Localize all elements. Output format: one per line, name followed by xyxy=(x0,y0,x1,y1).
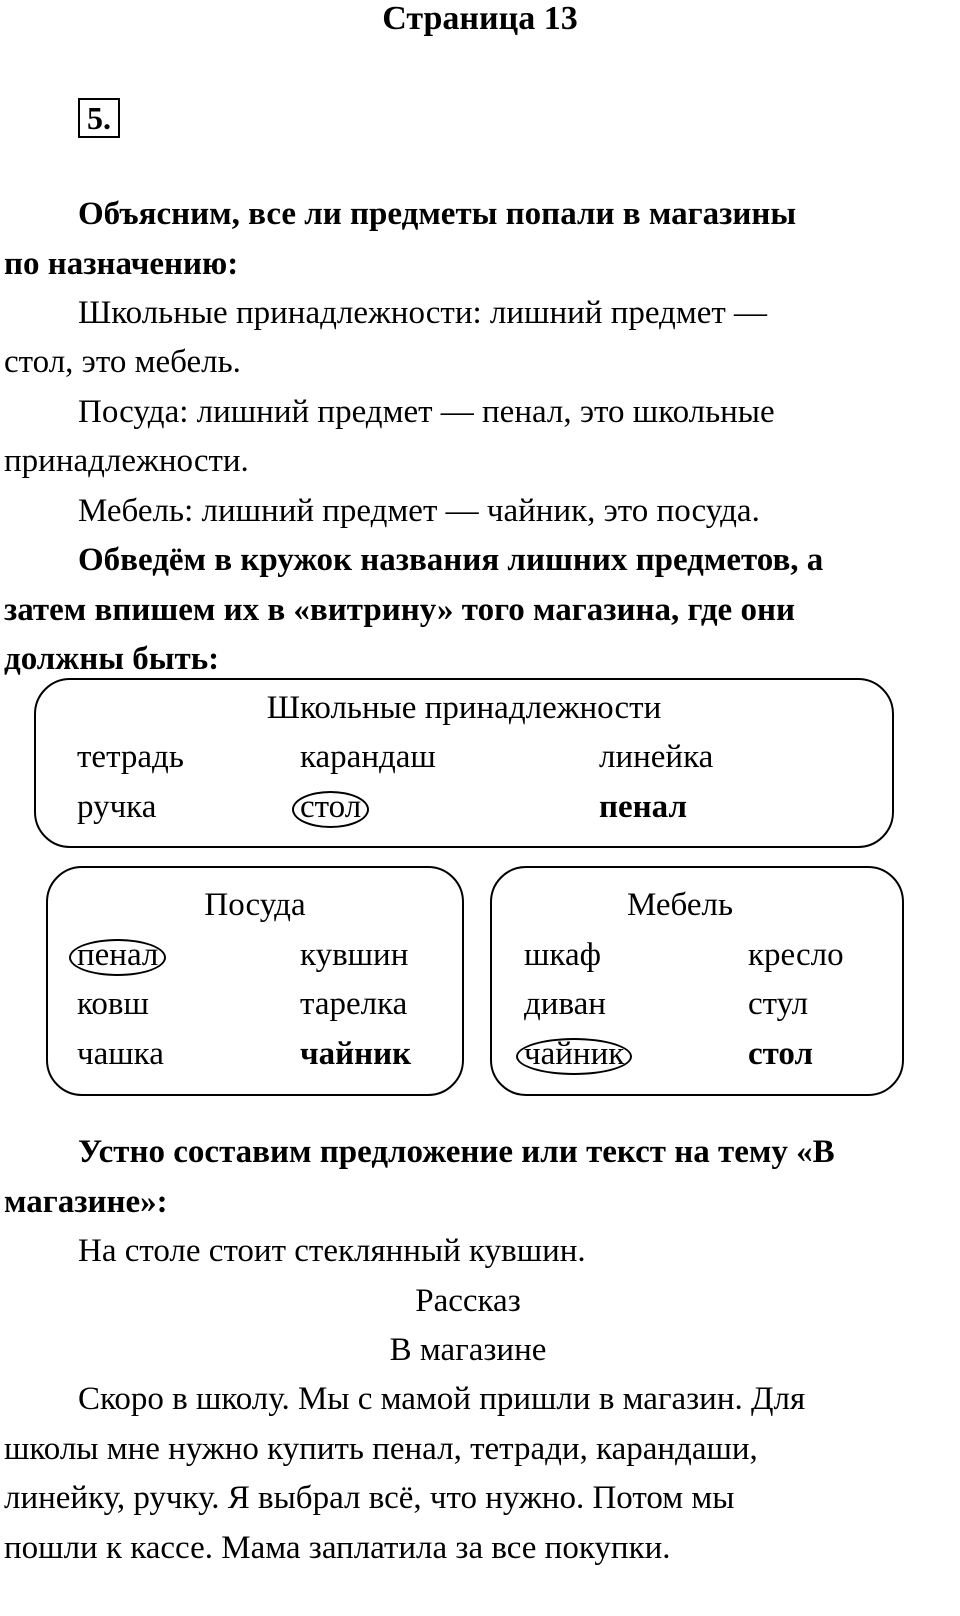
shop-school-item: ручка xyxy=(77,789,157,825)
task-number: 5. xyxy=(78,98,120,138)
section2-heading-line1: Обведём в кружок названия лишних предметов, а xyxy=(78,542,824,578)
section1-p1-line1: Школьные принадлежности: лишний предмет — xyxy=(78,295,768,331)
shop-school-item-circled xyxy=(300,791,361,824)
story-title: В магазине xyxy=(389,1332,547,1368)
section2-heading-line3: должны быть: xyxy=(4,641,220,677)
section2-heading-line2: затем впишем их в «витрину» того магазина, где они xyxy=(4,592,795,628)
shop-school-item: карандаш xyxy=(300,739,436,775)
shop-dishes-title: Посуда xyxy=(204,887,306,923)
shop-dishes-item-added: чайник xyxy=(300,1036,412,1072)
shop-dishes-item: тарелка xyxy=(300,986,408,1022)
section1-p1-line2: стол, это мебель. xyxy=(4,344,241,380)
section1-p2-line1: Посуда: лишний предмет — пенал, это школьные xyxy=(78,394,775,430)
circled-word: стол xyxy=(300,789,362,825)
shop-furniture-item: кресло xyxy=(748,937,844,973)
shop-furniture-title: Мебель xyxy=(626,887,734,923)
shop-dishes-item: чашка xyxy=(77,1036,164,1072)
section1-heading-line2: по назначению: xyxy=(4,246,239,282)
story-line4: пошли к кассе. Мама заплатила за все покупки. xyxy=(4,1530,671,1566)
shop-school-item: тетрадь xyxy=(77,739,184,775)
story-label: Рассказ xyxy=(415,1283,521,1319)
section3-heading-line1: Устно составим предложение или текст на тему «В xyxy=(78,1134,835,1170)
section3-heading-line2: магазине»: xyxy=(4,1184,168,1220)
shop-furniture-item: шкаф xyxy=(524,937,601,973)
page-title: Страница 13 xyxy=(382,0,578,37)
circled-word: чайник xyxy=(524,1036,625,1072)
section1-heading-line1: Объясним, все ли предметы попали в магазины xyxy=(78,196,797,232)
shop-school-item: линейка xyxy=(599,739,714,775)
shop-furniture-item-added: стол xyxy=(748,1036,814,1072)
story-line1: Скоро в школу. Мы с мамой пришли в магазин. Для xyxy=(78,1381,806,1417)
shop-furniture-item: диван xyxy=(524,986,606,1022)
shop-dishes-item-circled xyxy=(77,939,158,972)
section3-sentence: На столе стоит стеклянный кувшин. xyxy=(78,1233,586,1269)
story-line2: школы мне нужно купить пенал, тетради, карандаши, xyxy=(4,1431,758,1467)
section1-p3: Мебель: лишний предмет — чайник, это посуда. xyxy=(78,493,760,529)
shop-dishes-item: кувшин xyxy=(300,937,409,973)
shop-school-item-added: пенал xyxy=(599,789,687,825)
section1-p2-line2: принадлежности. xyxy=(4,443,249,479)
shop-furniture-item-circled xyxy=(524,1038,624,1071)
shop-school-title: Школьные принадлежности xyxy=(266,690,662,726)
shop-furniture-item: стул xyxy=(748,986,809,1022)
circled-word: пенал xyxy=(77,937,159,973)
shop-dishes-item: ковш xyxy=(77,986,149,1022)
story-line3: линейку, ручку. Я выбрал всё, что нужно. Потом мы xyxy=(4,1480,735,1516)
